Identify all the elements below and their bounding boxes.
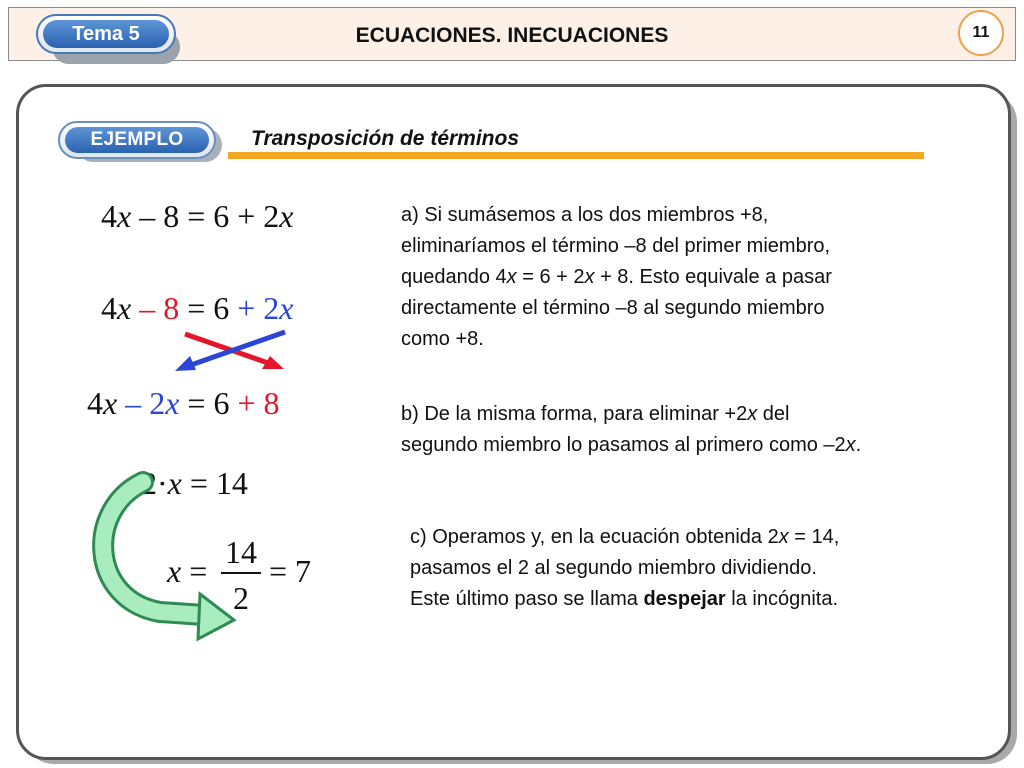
example-subtitle: Transposición de términos bbox=[251, 127, 520, 150]
explanation-b: b) De la misma forma, para eliminar +2x del segundo miembro lo pasamos al primero como –2x. bbox=[401, 403, 862, 456]
equation-5-result: = 7 bbox=[269, 553, 312, 589]
explanation-c: c) Operamos y, en la ecuación obtenida 2x = 14, pasamos el 2 al segundo miembro dividiendo. Este último paso se llama despejar la incógnita. bbox=[410, 526, 840, 610]
curved-arrow-icon bbox=[103, 482, 234, 639]
fraction-numerator: 14 bbox=[225, 534, 257, 570]
page-number-badge: 11 bbox=[958, 10, 1004, 56]
term-minus-2x: – 2x bbox=[117, 385, 180, 421]
example-badge-label: EJEMPLO bbox=[65, 127, 209, 153]
explanation-a: a) Si sumásemos a los dos miembros +8, eliminaríamos el término –8 del primer miembro, quedando 4x = 6 + 2x + 8. Esto equivale a pasar directamente el término –8 al segundo miembro como +8. bbox=[401, 204, 832, 350]
equation-5-lhs: x = bbox=[167, 553, 208, 589]
crossed-arrows-icon bbox=[175, 332, 285, 371]
term-minus-8: – 8 bbox=[131, 290, 180, 326]
keyword-despejar: despejar bbox=[643, 588, 726, 610]
equation-1: 4x – 8 = 6 + 2x bbox=[101, 198, 294, 234]
fraction-denominator: 2 bbox=[233, 580, 249, 616]
equation-3: 4x – 2x = 6 + 8 bbox=[87, 385, 280, 421]
equation-2: 4x – 8 = 6 + 2x bbox=[101, 290, 294, 326]
header-title: ECUACIONES. INECUACIONES bbox=[355, 24, 669, 47]
term-plus-2x: + 2x bbox=[237, 290, 294, 326]
equation-4: 2·x = 14 bbox=[141, 465, 248, 501]
term-plus-8: + 8 bbox=[237, 385, 280, 421]
tema-badge-label: Tema 5 bbox=[43, 20, 169, 48]
